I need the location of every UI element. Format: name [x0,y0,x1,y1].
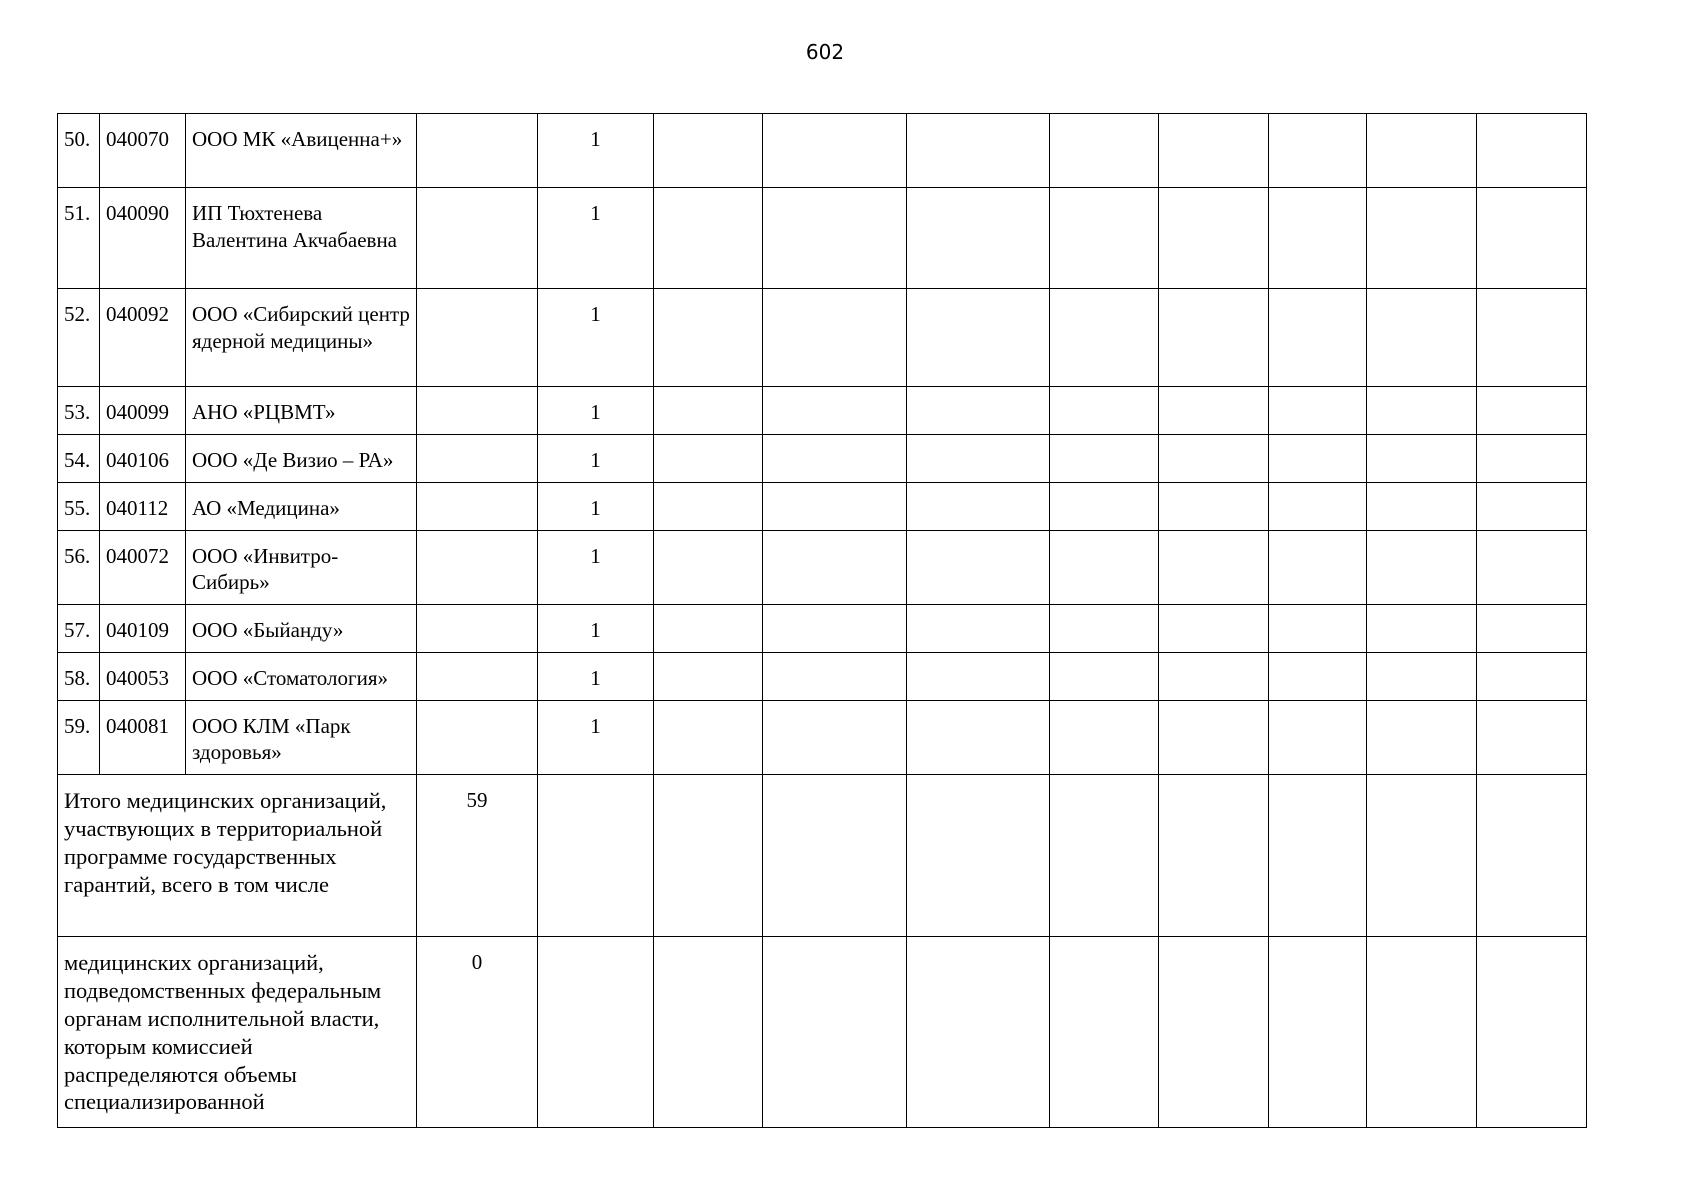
total-value: 59 [417,774,538,936]
row-code: 040081 [100,700,186,774]
row-name: ИП Тюхтенева Валентина Акчабаевна [186,188,417,289]
table-row [58,289,1587,387]
row-number: 53. [58,387,100,435]
row-value: 1 [538,435,654,483]
empty-cell [1269,530,1367,604]
row-number: 55. [58,482,100,530]
row-number: 51. [58,188,100,289]
empty-cell [654,652,763,700]
empty-cell [1159,188,1269,289]
empty-cell [1367,774,1477,936]
empty-cell [417,387,538,435]
empty-cell [907,435,1050,483]
empty-cell [417,652,538,700]
empty-cell [417,435,538,483]
empty-cell [1159,774,1269,936]
empty-cell [1269,700,1367,774]
table-row [58,482,1587,530]
empty-cell [538,936,654,1127]
row-name: ООО «Быйанду» [186,604,417,652]
table-row [58,435,1587,483]
empty-cell [1159,482,1269,530]
row-name: АНО «РЦВМТ» [186,387,417,435]
empty-cell [763,387,907,435]
row-value: 1 [538,652,654,700]
table-row [58,652,1587,700]
table-row [58,114,1587,188]
empty-cell [654,114,763,188]
empty-cell [417,700,538,774]
row-value: 1 [538,482,654,530]
empty-cell [1269,435,1367,483]
row-code: 040109 [100,604,186,652]
row-number: 50. [58,114,100,188]
row-name: ООО «Сибирский центр ядерной медицины» [186,289,417,387]
empty-cell [1269,604,1367,652]
empty-cell [538,774,654,936]
empty-cell [1477,774,1587,936]
empty-cell [1477,652,1587,700]
subtotal-value: 0 [417,936,538,1127]
row-code: 040099 [100,387,186,435]
empty-cell [907,530,1050,604]
empty-cell [1050,435,1159,483]
empty-cell [1367,188,1477,289]
empty-cell [1050,188,1159,289]
empty-cell [1159,530,1269,604]
row-value: 1 [538,289,654,387]
empty-cell [654,700,763,774]
empty-cell [907,700,1050,774]
empty-cell [1367,604,1477,652]
empty-cell [1159,435,1269,483]
row-code: 040070 [100,114,186,188]
row-name: ООО «Стоматология» [186,652,417,700]
row-number: 54. [58,435,100,483]
empty-cell [1477,482,1587,530]
empty-cell [1367,530,1477,604]
row-value: 1 [538,188,654,289]
empty-cell [1269,387,1367,435]
row-number: 52. [58,289,100,387]
row-value: 1 [538,530,654,604]
empty-cell [1477,289,1587,387]
empty-cell [654,482,763,530]
empty-cell [417,482,538,530]
empty-cell [1367,114,1477,188]
organizations-table [57,113,1587,1128]
row-name: ООО «Де Визио – РА» [186,435,417,483]
empty-cell [654,289,763,387]
empty-cell [1269,289,1367,387]
empty-cell [763,774,907,936]
empty-cell [1050,289,1159,387]
empty-cell [763,652,907,700]
empty-cell [907,387,1050,435]
empty-cell [1477,530,1587,604]
empty-cell [1367,700,1477,774]
empty-cell [1050,604,1159,652]
row-code: 040090 [100,188,186,289]
empty-cell [417,188,538,289]
empty-cell [1159,936,1269,1127]
subtotal-row [58,936,1587,1127]
row-number: 58. [58,652,100,700]
subtotal-label: медицинских организаций, подведомственных федеральным органам исполнительной власти, которым комиссией распределяются объемы специализированной [58,936,417,1127]
empty-cell [907,652,1050,700]
empty-cell [763,604,907,652]
row-value: 1 [538,700,654,774]
empty-cell [417,604,538,652]
empty-cell [763,435,907,483]
empty-cell [763,114,907,188]
empty-cell [1367,289,1477,387]
empty-cell [907,289,1050,387]
empty-cell [907,774,1050,936]
empty-cell [1159,387,1269,435]
empty-cell [907,114,1050,188]
empty-cell [763,936,907,1127]
empty-cell [1269,652,1367,700]
empty-cell [654,530,763,604]
empty-cell [907,482,1050,530]
empty-cell [907,604,1050,652]
row-name: ООО КЛМ «Парк здоровья» [186,700,417,774]
empty-cell [1367,482,1477,530]
row-number: 56. [58,530,100,604]
empty-cell [1050,774,1159,936]
empty-cell [907,936,1050,1127]
empty-cell [654,604,763,652]
empty-cell [1477,435,1587,483]
empty-cell [1367,936,1477,1127]
empty-cell [654,774,763,936]
empty-cell [1367,652,1477,700]
empty-cell [1159,604,1269,652]
empty-cell [1477,387,1587,435]
empty-cell [1367,435,1477,483]
total-row [58,774,1587,936]
empty-cell [1269,114,1367,188]
total-label: Итого медицинских организаций, участвующих в территориальной программе государственных гарантий, всего в том числе [58,774,417,936]
empty-cell [1159,700,1269,774]
empty-cell [1477,700,1587,774]
table-row [58,188,1587,289]
row-name: ООО МК «Авиценна+» [186,114,417,188]
page-number: 602 [805,40,845,64]
row-code: 040072 [100,530,186,604]
empty-cell [763,289,907,387]
empty-cell [417,289,538,387]
row-number: 59. [58,700,100,774]
empty-cell [1159,289,1269,387]
empty-cell [1269,936,1367,1127]
empty-cell [1159,652,1269,700]
empty-cell [1050,530,1159,604]
empty-cell [654,188,763,289]
empty-cell [763,530,907,604]
table-row [58,530,1587,604]
empty-cell [1269,482,1367,530]
empty-cell [1050,700,1159,774]
empty-cell [763,188,907,289]
empty-cell [1050,652,1159,700]
row-name: АО «Медицина» [186,482,417,530]
empty-cell [1477,114,1587,188]
empty-cell [1050,482,1159,530]
empty-cell [1367,387,1477,435]
empty-cell [654,387,763,435]
empty-cell [1050,936,1159,1127]
empty-cell [763,700,907,774]
table-row [58,387,1587,435]
row-code: 040092 [100,289,186,387]
empty-cell [1050,387,1159,435]
empty-cell [763,482,907,530]
table-row [58,700,1587,774]
empty-cell [907,188,1050,289]
row-code: 040053 [100,652,186,700]
empty-cell [417,530,538,604]
empty-cell [1477,604,1587,652]
empty-cell [1050,114,1159,188]
empty-cell [654,435,763,483]
row-code: 040112 [100,482,186,530]
table-row [58,604,1587,652]
row-code: 040106 [100,435,186,483]
empty-cell [1477,188,1587,289]
empty-cell [654,936,763,1127]
row-value: 1 [538,387,654,435]
row-name: ООО «Инвитро-Сибирь» [186,530,417,604]
row-value: 1 [538,114,654,188]
empty-cell [417,114,538,188]
empty-cell [1269,774,1367,936]
row-value: 1 [538,604,654,652]
row-number: 57. [58,604,100,652]
empty-cell [1477,936,1587,1127]
empty-cell [1159,114,1269,188]
empty-cell [1269,188,1367,289]
